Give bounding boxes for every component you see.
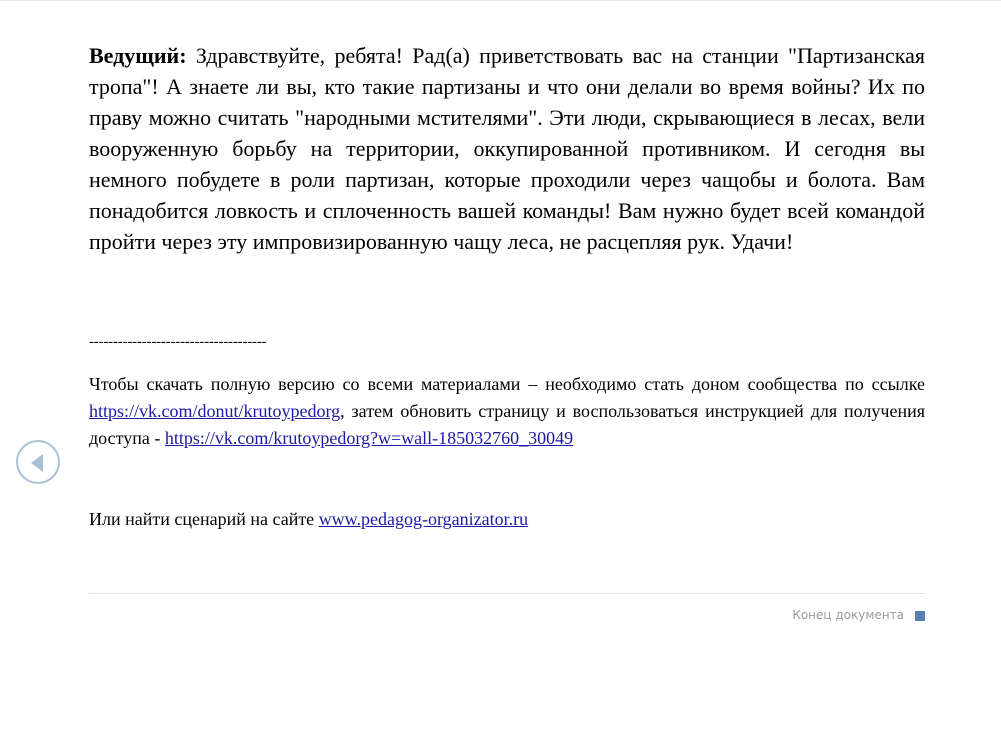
- donate-text-start: Чтобы скачать полную версию со всеми материалами – необходимо стать доном сообщества по ссылке: [89, 374, 925, 394]
- previous-page-button[interactable]: [16, 440, 60, 484]
- site-link[interactable]: www.pedagog-organizator.ru: [318, 509, 529, 529]
- host-speech-paragraph: [89, 40, 925, 257]
- site-text: Или найти сценарий на сайте: [89, 509, 319, 529]
- top-border: [0, 0, 1001, 1]
- speaker-label: Ведущий:: [89, 43, 187, 68]
- site-reference: [89, 506, 925, 533]
- donate-text-middle: , затем обновить страницу и воспользоваться инструкцией для получения доступа -: [89, 401, 925, 448]
- donut-link[interactable]: https://vk.com/donut/krutoypedorg: [89, 401, 341, 421]
- chevron-left-icon: [31, 454, 43, 472]
- end-marker-square: [915, 611, 925, 621]
- separator-line: -------------------------------------: [89, 334, 267, 350]
- download-instructions: [89, 371, 925, 452]
- speech-text: Здравствуйте, ребята! Рад(а) приветствовать вас на станции "Партизанская тропа"! А знаете ли вы, кто такие партизаны и что они делали во время войны? Их по праву можно считать "народными мстителями". Эти люди, скрывающиеся в лесах, вели вооруженную борьбу на территории, оккупированной противником. И сегодня вы немного побудете в роли партизан, которые проходили через чащобы и болота. Вам понадобится ловкость и сплоченность вашей команды! Вам нужно будет всей командой пройти через эту импровизированную чащу леса, не расцепляя рук. Удачи!: [89, 43, 925, 254]
- end-of-document-label: Конец документа: [792, 608, 904, 622]
- end-divider: [89, 593, 925, 594]
- access-post-link[interactable]: https://vk.com/krutoypedorg?w=wall-185032760_30049: [164, 428, 574, 448]
